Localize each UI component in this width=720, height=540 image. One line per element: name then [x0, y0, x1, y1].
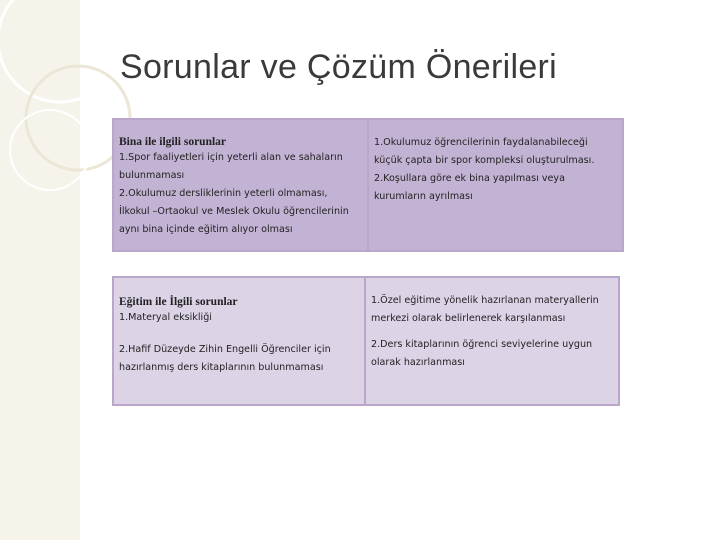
text-line: 1.Materyal eksikliği [119, 312, 212, 323]
education-solutions-text [371, 292, 614, 372]
text-line: 2.Ders kitaplarının öğrenci seviyelerine uygun [371, 339, 593, 350]
building-problems-heading: Bina ile ilgili sorunlar [119, 136, 227, 148]
education-problems-text [119, 309, 360, 377]
text-line: 1.Spor faaliyetleri için yeterli alan ve sahaların [119, 152, 343, 163]
text-line: 2.Hafif Düzeyde Zihin Engelli Öğrenciler için [119, 344, 331, 355]
text-line: küçük çapta bir spor kompleksi oluşturulması. [374, 155, 595, 166]
building-solutions-cell [367, 118, 624, 252]
text-line: hazırlanmış ders kitaplarının bulunmaması [119, 362, 324, 373]
text-line: 1.Okulumuz öğrencilerinin faydalanabileceği [374, 137, 588, 148]
slide-title: Sorunlar ve Çözüm Önerileri [120, 48, 558, 86]
text-line: bulunmaması [119, 170, 185, 181]
text-line: 2.Koşullara göre ek bina yapılması veya [374, 173, 565, 184]
education-problems-cell [112, 276, 366, 406]
text-line: 2.Okulumuz dersliklerinin yeterli olmaması, [119, 188, 328, 199]
text-line: merkezi olarak belirlenerek karşılanması [371, 313, 566, 324]
text-line: kurumların ayrılması [374, 191, 473, 202]
text-line: 1.Özel eğitime yönelik hazırlanan materyallerin [371, 295, 599, 306]
building-solutions-text [374, 134, 618, 206]
building-problems-cell [112, 118, 369, 252]
building-problems-text [119, 149, 363, 239]
text-line: olarak hazırlanması [371, 357, 465, 368]
decorative-side-strip [0, 0, 80, 540]
education-problems-heading: Eğitim ile İlgili sorunlar [119, 296, 238, 308]
text-line: aynı bina içinde eğitim alıyor olması [119, 224, 293, 235]
text-line: İlkokul –Ortaokul ve Meslek Okulu öğrencilerinin [119, 206, 349, 217]
education-solutions-cell [364, 276, 620, 406]
